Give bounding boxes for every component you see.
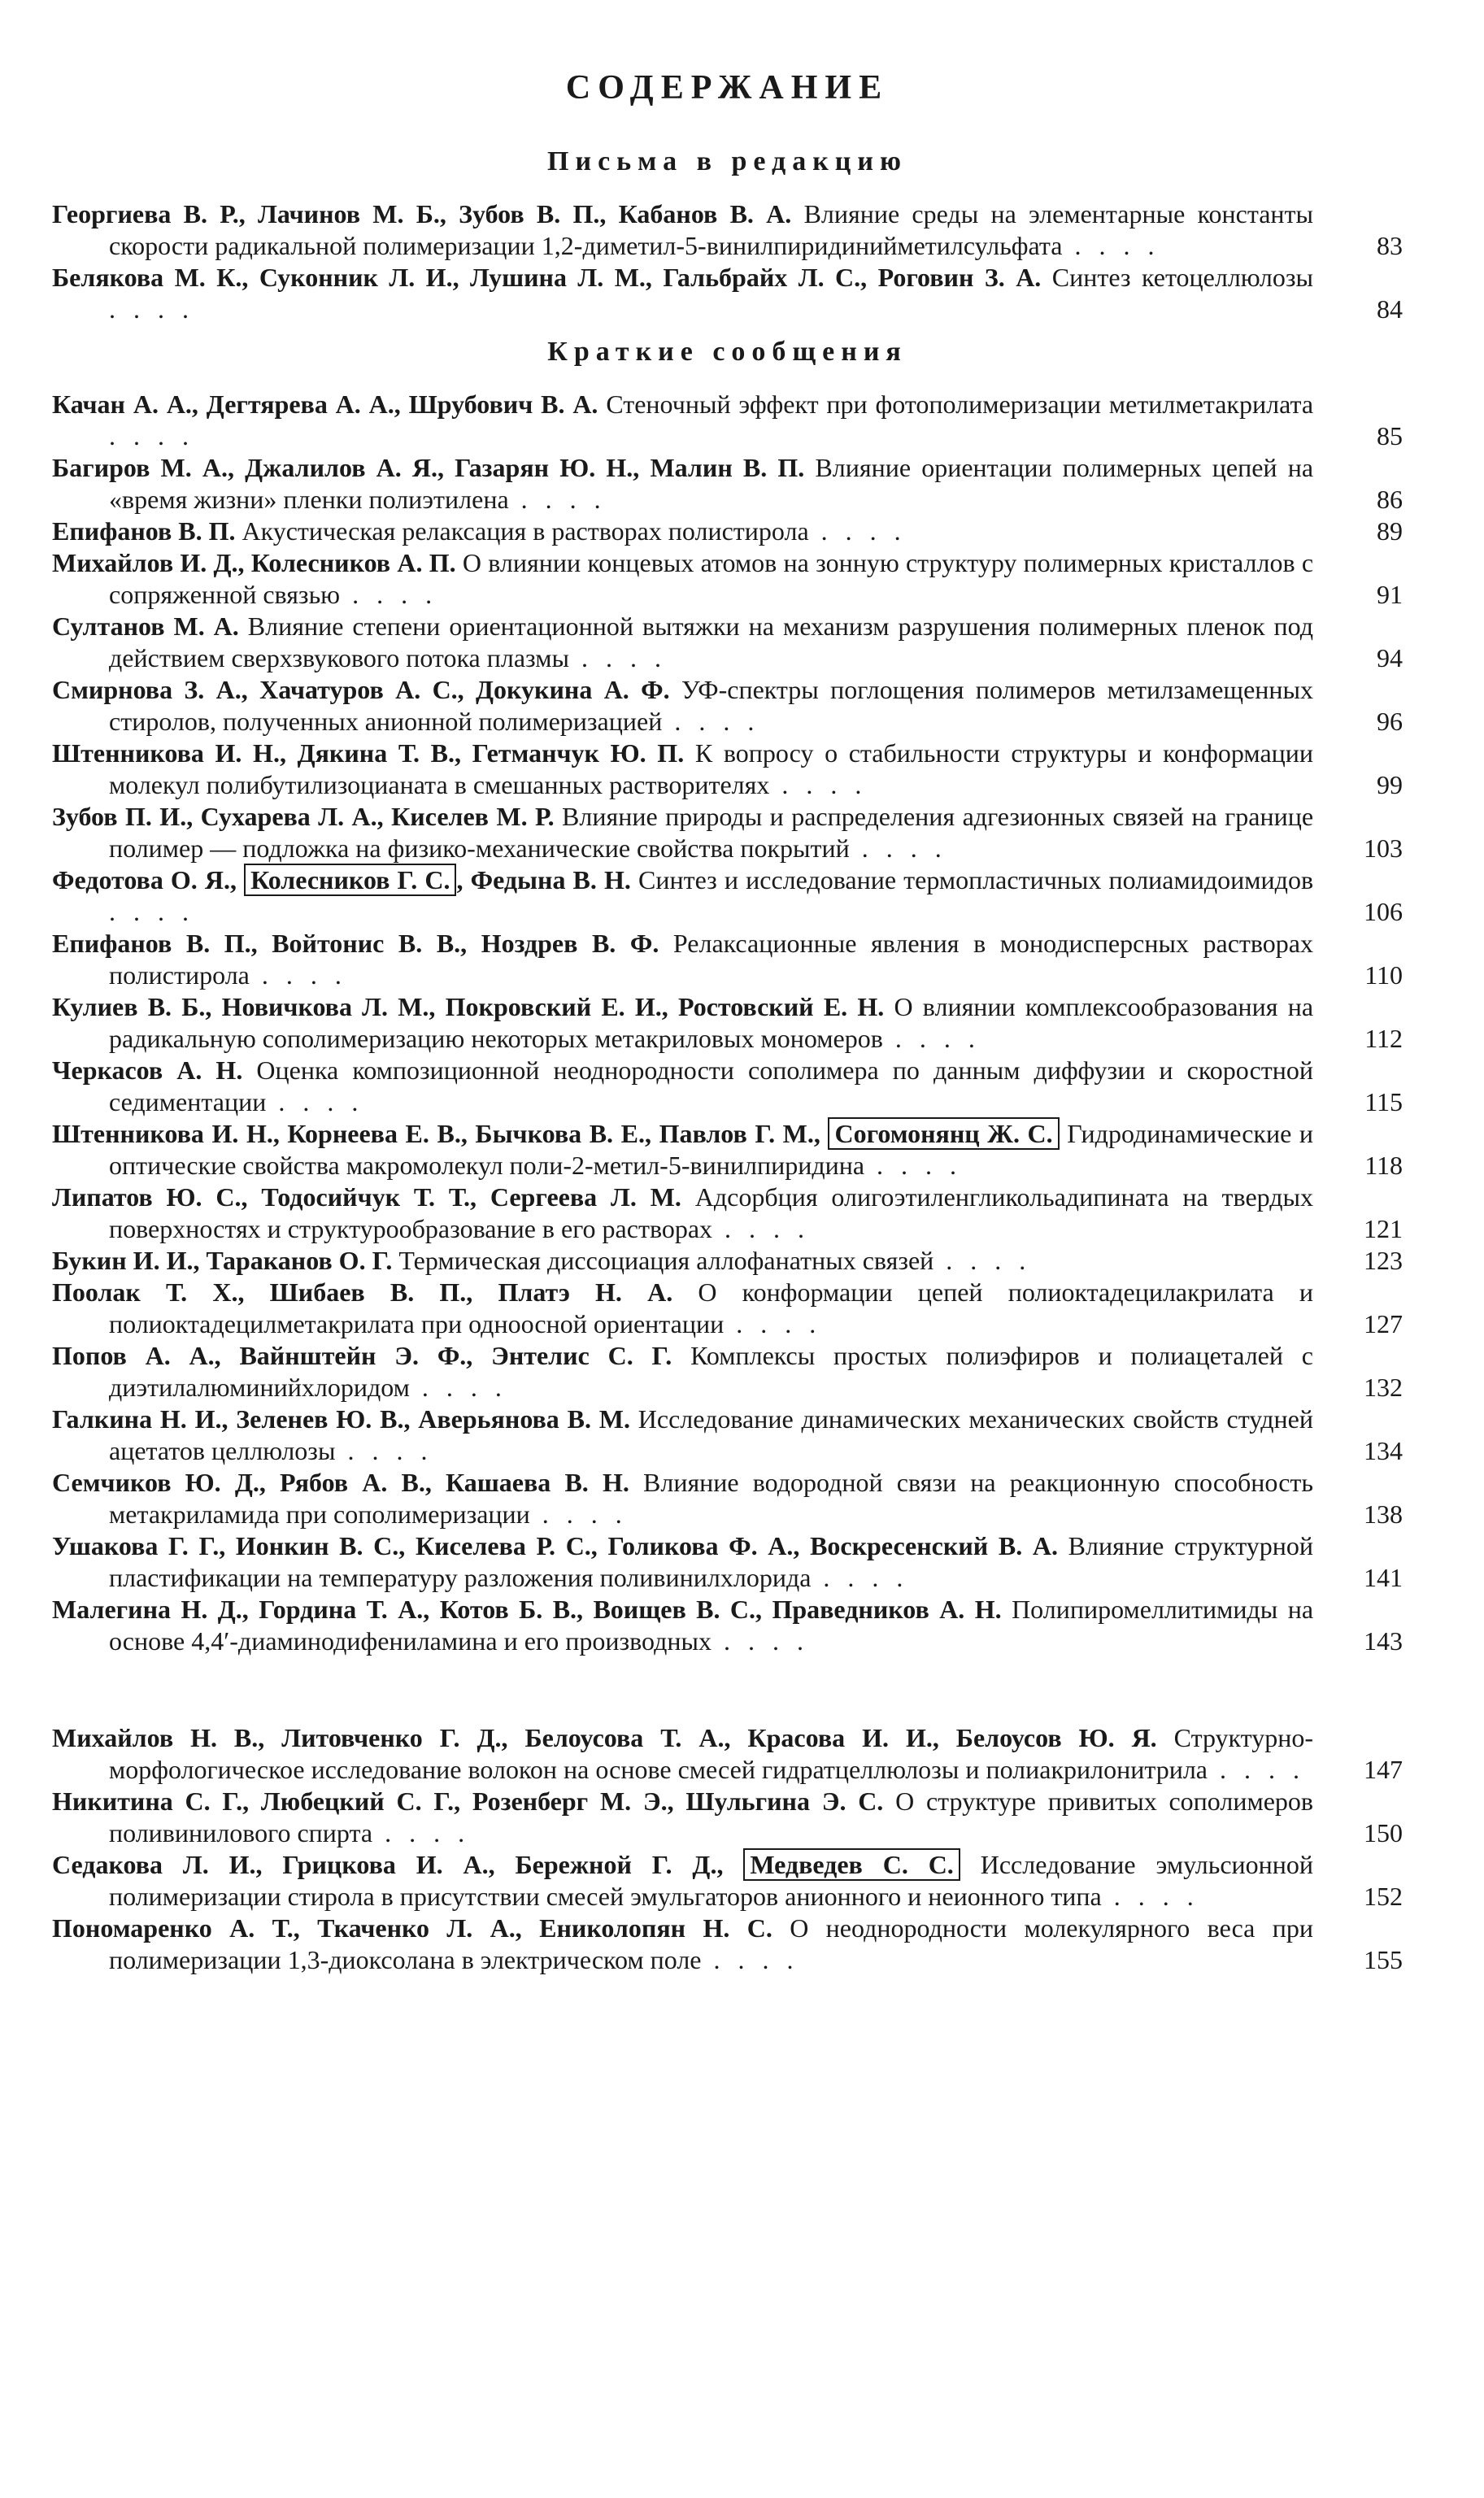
toc-entry	[52, 1849, 1403, 1913]
dot-leader: . . . .	[1062, 231, 1160, 260]
entry-page-number: 89	[1377, 516, 1403, 546]
entry-body	[52, 1722, 1346, 1786]
entry-authors: Епифанов В. П., Войтонис В. В., Ноздрев В. Ф.	[52, 929, 659, 958]
entry-authors: Михайлов Н. В., Литовченко Г. Д., Белоусова Т. А., Красова И. И., Белоусов Ю. Я.	[52, 1723, 1157, 1752]
entry-authors: Липатов Ю. С., Тодосийчук Т. Т., Сергеева Л. М.	[52, 1182, 681, 1212]
dot-leader: . . . .	[864, 1151, 963, 1180]
entry-body	[52, 516, 1346, 547]
entry-body	[52, 738, 1346, 801]
entry-body	[52, 1786, 1346, 1849]
entry-authors: Качан А. А., Дегтярева А. А., Шрубович В. А.	[52, 389, 598, 419]
entry-title: О влиянии комплексообразования на радикальную сополимеризацию некоторых метакриловых мономеров	[109, 992, 1314, 1053]
entry-body	[52, 1594, 1346, 1657]
entry-authors: Георгиева В. Р., Лачинов М. Б., Зубов В. П., Кабанов В. А.	[52, 199, 792, 228]
entry-authors: Пономаренко А. Т., Ткаченко Л. А., Ениколопян Н. С.	[52, 1913, 772, 1943]
entry-title: Синтез кетоцеллюлозы	[1051, 263, 1314, 292]
entry-page-number: 143	[1364, 1626, 1403, 1656]
entry-page-number: 132	[1364, 1373, 1403, 1402]
entry-body	[52, 1849, 1346, 1913]
entry-body	[52, 198, 1346, 262]
toc-entry	[52, 1913, 1403, 1976]
entry-title: Структурно-морфологическое исследование волокон на основе смесей гидратцеллюлозы и полиакрилонитрила	[109, 1723, 1314, 1784]
entry-authors-cont: , Федына В. Н.	[456, 865, 631, 894]
entry-page-number: 147	[1364, 1755, 1403, 1784]
entry-authors: Штенникова И. Н., Корнеева Е. В., Бычкова В. Е., Павлов Г. М.,	[52, 1119, 829, 1148]
entry-body	[52, 674, 1346, 738]
entry-authors: Кулиев В. Б., Новичкова Л. М., Покровский Е. И., Ростовский Е. Н.	[52, 992, 885, 1021]
entry-title: К вопросу о стабильности структуры и конформации молекул полибутилизоцианата в смешанных растворителях	[109, 738, 1314, 799]
entry-authors: Поолак Т. Х., Шибаев В. П., Платэ Н. А.	[52, 1277, 673, 1307]
dot-leader: . . . .	[701, 1945, 799, 1974]
dot-leader: . . . .	[109, 897, 194, 926]
entry-authors: Семчиков Ю. Д., Рябов А. В., Кашаева В. Н.	[52, 1468, 629, 1497]
entry-body	[52, 928, 1346, 991]
entry-title: Влияние ориентации полимерных цепей на «время жизни» пленки полиэтилена	[109, 453, 1314, 514]
dot-leader: . . . .	[711, 1626, 809, 1656]
entry-title: Комплексы простых полиэфиров и полиацеталей с диэтилалюминийхлоридом	[109, 1341, 1314, 1402]
dot-leader: . . . .	[109, 294, 194, 324]
entry-title: Адсорбция олигоэтиленгликольадипината на твердых поверхностях и структурообразование в его растворах	[109, 1182, 1314, 1243]
entry-page-number: 121	[1364, 1214, 1403, 1243]
entry-body	[52, 1340, 1346, 1403]
toc-entry	[52, 1467, 1403, 1530]
dot-leader: . . . .	[712, 1214, 811, 1243]
entry-authors: Багиров М. А., Джалилов А. Я., Газарян Ю. Н., Малин В. П.	[52, 453, 805, 482]
entry-page-number: 138	[1364, 1499, 1403, 1529]
entry-authors: Епифанов В. П.	[52, 516, 236, 546]
dot-leader: . . . .	[724, 1309, 822, 1338]
entry-body	[52, 262, 1346, 325]
toc-entry	[52, 1530, 1403, 1594]
toc-entry	[52, 1786, 1403, 1849]
entry-body	[52, 1277, 1346, 1340]
entry-title: Оценка композиционной неоднородности сополимера по данным диффузии и скоростной седиментации	[109, 1055, 1313, 1116]
toc-entry	[52, 198, 1403, 262]
dot-leader: . . . .	[266, 1087, 364, 1116]
entry-title: Полипиромеллитимиды на основе 4,4′-диаминодифениламина и его производных	[109, 1595, 1314, 1656]
page-title: СОДЕРЖАНИЕ	[565, 69, 890, 107]
deceased-author-box: Медведев С. С.	[743, 1848, 960, 1881]
entry-page-number: 91	[1377, 580, 1403, 609]
entry-authors: Белякова М. К., Суконник Л. И., Лушина Л. М., Гальбрайх Л. С., Роговин З. А.	[52, 263, 1042, 292]
entry-body	[52, 547, 1346, 611]
entry-title: Влияние природы и распределения адгезионных связей на границе полимер — подложка на физико-механические свойства покрытий	[109, 802, 1314, 863]
dot-leader: . . . .	[249, 960, 347, 990]
dot-leader: . . . .	[409, 1373, 507, 1402]
toc-entry	[52, 674, 1403, 738]
entry-page-number: 127	[1364, 1309, 1403, 1338]
entry-page-number: 83	[1377, 231, 1403, 260]
entry-title: О конформации цепей полиоктадецилакрилата и полиоктадецилметакрилата при одноосной ориентации	[109, 1277, 1314, 1338]
toc-entry	[52, 1277, 1403, 1340]
entry-page-number: 134	[1364, 1436, 1403, 1465]
toc-section	[52, 146, 1403, 325]
entry-title: УФ-спектры поглощения полимеров метилзамещенных стиролов, полученных анионной полимеризацией	[109, 675, 1314, 736]
entry-page-number: 85	[1377, 421, 1403, 450]
entry-title: О структуре привитых сополимеров поливинилового спирта	[109, 1786, 1314, 1847]
entry-title: Влияние водородной связи на реакционную способность метакриламида при сополимеризации	[109, 1468, 1314, 1529]
entry-page-number: 99	[1377, 770, 1403, 799]
entry-title: Релаксационные явления в монодисперсных растворах полистирола	[109, 929, 1313, 990]
entry-authors: Штенникова И. Н., Дякина Т. В., Гетманчук Ю. П.	[52, 738, 685, 768]
entry-body	[52, 1118, 1346, 1182]
toc-entry	[52, 611, 1403, 674]
dot-leader: . . . .	[109, 421, 194, 450]
toc-entry	[52, 262, 1403, 325]
entry-page-number: 110	[1364, 960, 1403, 990]
dot-leader: . . . .	[808, 516, 907, 546]
section-title	[52, 1669, 1403, 1722]
toc-entry	[52, 1245, 1403, 1277]
entry-page-number: 155	[1364, 1945, 1403, 1974]
toc-entry	[52, 801, 1403, 864]
entry-title: Гидродинамические и оптические свойства макромолекул поли-2-метил-5-винилпиридина	[109, 1119, 1314, 1180]
dot-leader: . . . .	[340, 580, 438, 609]
entry-body	[52, 864, 1346, 928]
toc-entry	[52, 516, 1403, 547]
toc-entry	[52, 991, 1403, 1055]
toc-entry	[52, 1403, 1403, 1467]
dot-leader: . . . .	[529, 1499, 628, 1529]
dot-leader: . . . .	[811, 1563, 909, 1592]
entry-authors: Федотова О. Я.,	[52, 865, 245, 894]
dot-leader: . . . .	[849, 833, 947, 863]
dot-leader: . . . .	[1208, 1755, 1305, 1784]
entry-authors: Букин И. И., Тараканов О. Г.	[52, 1246, 393, 1275]
dot-leader: . . . .	[568, 643, 667, 672]
entry-body	[52, 1467, 1346, 1530]
entry-authors: Малегина Н. Д., Гордина Т. А., Котов Б. В., Воищев В. С., Праведников А. Н.	[52, 1595, 1002, 1624]
entry-title: Исследование эмульсионной полимеризации стирола в присутствии смесей эмульгаторов анионного и неионного типа	[109, 1850, 1314, 1911]
toc-entry	[52, 1055, 1403, 1118]
toc-entry	[52, 928, 1403, 991]
entry-page-number: 123	[1364, 1246, 1403, 1275]
dot-leader: . . . .	[882, 1024, 981, 1053]
entry-title: О неоднородности молекулярного веса при полимеризации 1,3-диоксолана в электрическом поле	[109, 1913, 1314, 1974]
toc-entry	[52, 389, 1403, 452]
entry-page-number: 86	[1377, 485, 1403, 514]
entry-page-number: 115	[1364, 1087, 1403, 1116]
toc-sections	[52, 146, 1403, 1976]
entry-title: Стеночный эффект при фотополимеризации метилметакрилата	[606, 389, 1314, 419]
entry-authors: Седакова Л. И., Грицкова И. А., Бережной Г. Д.,	[52, 1850, 744, 1879]
dot-leader: . . . .	[335, 1436, 433, 1465]
entry-title: Синтез и исследование термопластичных полиамидоимидов	[638, 865, 1314, 894]
toc-section	[52, 1669, 1403, 1976]
entry-page-number: 112	[1364, 1024, 1403, 1053]
entry-authors: Смирнова З. А., Хачатуров А. С., Докукина А. Ф.	[52, 675, 670, 704]
entry-authors: Михайлов И. Д., Колесников А. П.	[52, 548, 456, 577]
dot-leader: . . . .	[1101, 1882, 1199, 1911]
entry-body	[52, 1530, 1346, 1594]
entry-authors: Попов А. А., Вайнштейн Э. Ф., Энтелис С. Г.	[52, 1341, 672, 1370]
entry-body	[52, 1245, 1346, 1277]
entry-page-number: 84	[1377, 294, 1403, 324]
entry-page-number: 103	[1364, 833, 1403, 863]
entry-authors: Галкина Н. И., Зеленев Ю. В., Аверьянова В. М.	[52, 1404, 630, 1434]
toc-entry	[52, 1118, 1403, 1182]
deceased-author-box: Колесников Г. С.	[244, 864, 456, 896]
entry-body	[52, 1055, 1346, 1118]
deceased-author-box: Согомонянц Ж. С.	[828, 1117, 1059, 1150]
entry-title: Влияние степени ориентационной вытяжки на механизм разрушения полимерных пленок под действием сверхзвукового потока плазмы	[109, 611, 1314, 672]
toc-entry	[52, 864, 1403, 928]
entry-page-number: 106	[1364, 897, 1403, 926]
entry-body	[52, 801, 1346, 864]
toc-section	[52, 337, 1403, 1657]
entry-authors: Черкасов А. Н.	[52, 1055, 243, 1085]
entry-page-number: 118	[1364, 1151, 1403, 1180]
entry-page-number: 152	[1364, 1882, 1403, 1911]
entry-title: О влиянии концевых атомов на зонную структуру полимерных кристаллов с сопряженной связью	[109, 548, 1314, 609]
dot-leader: . . . .	[508, 485, 607, 514]
entry-title: Влияние среды на элементарные константы скорости радикальной полимеризации 1,2-диметил-5-винилпиридинийметилсульфата	[109, 199, 1314, 260]
toc-entry	[52, 1594, 1403, 1657]
dot-leader: . . . .	[933, 1246, 1032, 1275]
entry-title: Акустическая релаксация в растворах полистирола	[242, 516, 809, 546]
entry-page-number: 96	[1377, 707, 1403, 736]
section-title: Письма в редакцию	[547, 146, 907, 176]
entry-authors: Никитина С. Г., Любецкий С. Г., Розенберг М. Э., Шульгина Э. С.	[52, 1786, 884, 1816]
entry-authors: Зубов П. И., Сухарева Л. А., Киселев М. Р.	[52, 802, 555, 831]
entry-body	[52, 1182, 1346, 1245]
toc-entry	[52, 1340, 1403, 1403]
entry-page-number: 94	[1377, 643, 1403, 672]
entry-body	[52, 452, 1346, 516]
dot-leader: . . . .	[769, 770, 868, 799]
entry-page-number: 150	[1364, 1818, 1403, 1847]
entry-body	[52, 389, 1346, 452]
entry-page-number: 141	[1364, 1563, 1403, 1592]
entry-body	[52, 1913, 1346, 1976]
entry-body	[52, 1403, 1346, 1467]
toc-entry	[52, 1722, 1403, 1786]
toc-entry	[52, 1182, 1403, 1245]
toc-entry	[52, 452, 1403, 516]
entry-title: Влияние структурной пластификации на температуру разложения поливинилхлорида	[109, 1531, 1314, 1592]
entry-authors: Ушакова Г. Г., Ионкин В. С., Киселева Р. С., Голикова Ф. А., Воскресенский В. А.	[52, 1531, 1058, 1560]
section-title: Краткие сообщения	[547, 337, 907, 367]
entry-title: Термическая диссоциация аллофанатных связей	[398, 1246, 934, 1275]
entry-body	[52, 611, 1346, 674]
entry-authors: Султанов М. А.	[52, 611, 239, 641]
dot-leader: . . . .	[662, 707, 760, 736]
entry-body	[52, 991, 1346, 1055]
toc-entry	[52, 547, 1403, 611]
dot-leader: . . . .	[372, 1818, 471, 1847]
toc-entry	[52, 738, 1403, 801]
entry-title: Исследование динамических механических свойств студней ацетатов целлюлозы	[109, 1404, 1314, 1465]
